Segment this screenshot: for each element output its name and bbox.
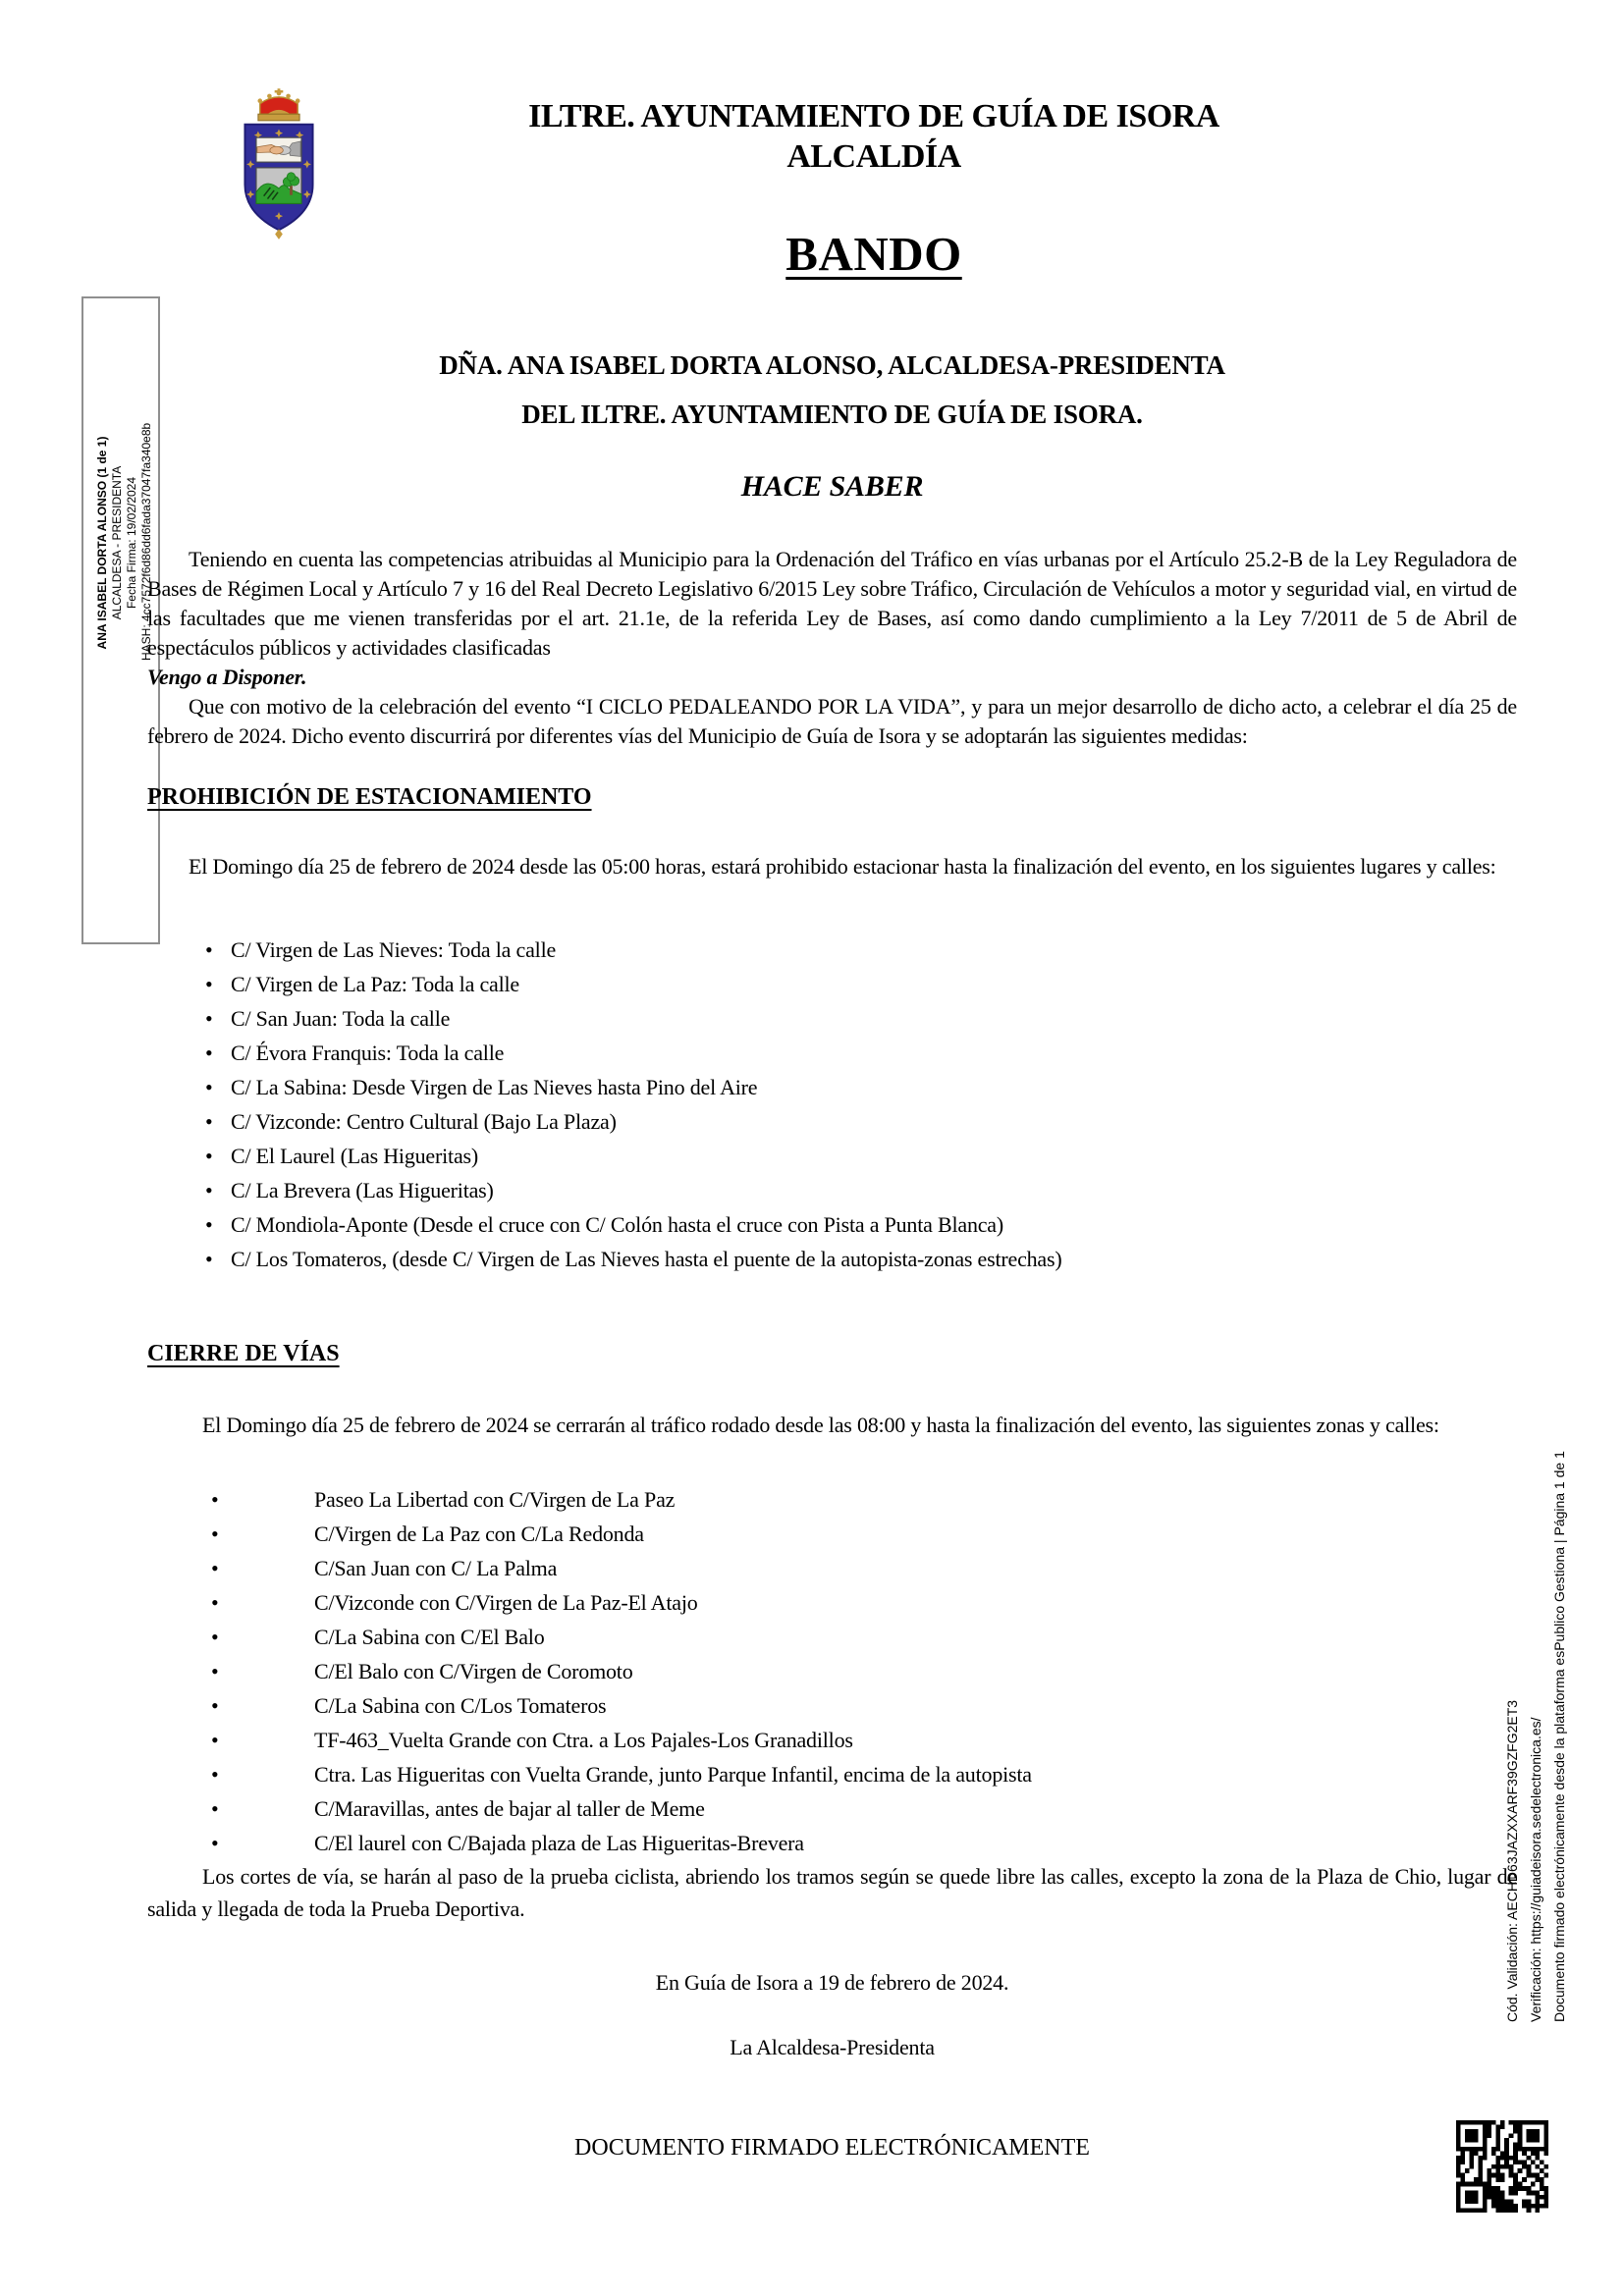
list-item: • TF-463_Vuelta Grande con Ctra. a Los Pajales-Los Granadillos xyxy=(211,1723,1517,1757)
list-item: • C/ La Brevera (Las Higueritas) xyxy=(201,1173,1517,1207)
list-item: • Ctra. Las Higueritas con Vuelta Grande, junto Parque Infantil, encima de la autopista xyxy=(211,1757,1517,1791)
stamp-role: ALCALDESA - PRESIDENTA xyxy=(110,465,124,620)
salutation-line-1: DÑA. ANA ISABEL DORTA ALONSO, ALCALDESA-PRESIDENTA xyxy=(439,350,1225,380)
road-closures-intro: El Domingo día 25 de febrero de 2024 se cerrarán al tráfico rodado desde las 08:00 y hasta la finalización del evento, las siguientes zonas y calles: xyxy=(202,1413,1439,1437)
header xyxy=(334,96,1414,282)
list-item: • C/ Virgen de Las Nieves: Toda la calle xyxy=(201,933,1517,967)
list-item: • C/ Mondiola-Aponte (Desde el cruce con C/ Colón hasta el cruce con Pista a Punta Blanca) xyxy=(201,1207,1517,1242)
list-item: • C/La Sabina con C/El Balo xyxy=(211,1620,1517,1654)
list-item: • C/San Juan con C/ La Palma xyxy=(211,1551,1517,1585)
salutation-line-2: DEL ILTRE. AYUNTAMIENTO DE GUÍA DE ISORA. xyxy=(521,400,1143,429)
decree-phrase: Vengo a Disponer. xyxy=(147,665,307,689)
coat-of-arms-icon xyxy=(232,88,326,241)
list-item: • Paseo La Libertad con C/Virgen de La Paz xyxy=(211,1482,1517,1517)
validation-code: Cód. Validación: AECHD63JAZXXARF39GZFG2ET3 xyxy=(1504,1699,1520,2022)
section-heading-no-parking: PROHIBICIÓN DE ESTACIONAMIENTO xyxy=(147,784,592,810)
announcement-heading: HACE SABER xyxy=(740,470,924,503)
list-item: • C/ San Juan: Toda la calle xyxy=(201,1001,1517,1036)
road-closures-list xyxy=(211,1482,1517,1860)
list-item: • C/La Sabina con C/Los Tomateros xyxy=(211,1688,1517,1723)
signature-title: La Alcaldesa-Presidenta xyxy=(730,2035,935,2059)
list-item: • C/ La Sabina: Desde Virgen de Las Nieves hasta Pino del Aire xyxy=(201,1070,1517,1104)
organization-name: ILTRE. AYUNTAMIENTO DE GUÍA DE ISORA xyxy=(528,98,1219,134)
list-item: • C/El Balo con C/Virgen de Coromoto xyxy=(211,1654,1517,1688)
list-item: • C/Virgen de La Paz con C/La Redonda xyxy=(211,1517,1517,1551)
department-name: ALCALDÍA xyxy=(786,138,961,175)
platform-note: Documento firmado electrónicamente desde la plataforma esPublico Gestiona | Página 1 de 1 xyxy=(1551,1451,1567,2022)
list-item: • C/ El Laurel (Las Higueritas) xyxy=(201,1139,1517,1173)
document-title: BANDO xyxy=(785,227,962,281)
stamp-signer: ANA ISABEL DORTA ALONSO (1 de 1) xyxy=(95,436,109,650)
section-heading-road-closures: CIERRE DE VÍAS xyxy=(147,1341,340,1366)
verification-url: Verificación: https://guiadeisora.sedelectronica.es/ xyxy=(1528,1717,1543,2022)
coat-of-arms xyxy=(232,88,326,241)
signature-stamp-text xyxy=(95,422,154,661)
road-closures-note: Los cortes de vía, se harán al paso de la prueba ciclista, abriendo los tramos según se quede libre las calles, excepto la zona de la Plaza de Chio, lugar de salida y llegada de toda la Prueba Deportiva. xyxy=(147,1864,1517,1921)
legal-paragraph: Teniendo en cuenta las competencias atribuidas al Municipio para la Ordenación del Tráfico en vías urbanas por el Artículo 25.2-B de la Ley Reguladora de Bases de Régimen Local y Artículo 7 y 16 del Real Decreto Legislativo 6/2015 Ley sobre Tráfico, Circulación de Vehículos a motor y seguridad vial, en virtud de las facultades que me vienen transferidas por el art. 21.1e, de la referida Ley de Bases, así como dando cumplimiento a la Ley 7/2011 de 5 de Abril de espectáculos públicos y actividades clasificadas xyxy=(147,547,1517,660)
list-item: • C/Vizconde con C/Virgen de La Paz-El Atajo xyxy=(211,1585,1517,1620)
stamp-date: Fecha Firma: 19/02/2024 xyxy=(125,476,138,610)
document-body xyxy=(147,334,1517,2163)
stamp-hash: HASH: 4cc7572f6d86dd6fada37047fa340e8b xyxy=(139,422,153,661)
list-item: • C/ Vizconde: Centro Cultural (Bajo La Plaza) xyxy=(201,1104,1517,1139)
list-item: • C/ Évora Franquis: Toda la calle xyxy=(201,1036,1517,1070)
list-item: • C/El laurel con C/Bajada plaza de Las Higueritas-Brevera xyxy=(211,1826,1517,1860)
list-item: • C/Maravillas, antes de bajar al taller de Meme xyxy=(211,1791,1517,1826)
event-paragraph: Que con motivo de la celebración del evento “I CICLO PEDALEANDO POR LA VIDA”, y para un mejor desarrollo de dicho acto, a celebrar el día 25 de febrero de 2024. Dicho evento discurrirá por diferentes vías del Municipio de Guía de Isora y se adoptarán las siguientes medidas: xyxy=(147,694,1517,748)
list-item: • C/ Los Tomateros, (desde C/ Virgen de Las Nieves hasta el puente de la autopista-zonas estrechas) xyxy=(201,1242,1517,1276)
no-parking-intro: El Domingo día 25 de febrero de 2024 desde las 05:00 horas, estará prohibido estacionar hasta la finalización del evento, en los siguientes lugares y calles: xyxy=(189,854,1496,879)
list-item: • C/ Virgen de La Paz: Toda la calle xyxy=(201,967,1517,1001)
footer-note: DOCUMENTO FIRMADO ELECTRÓNICAMENTE xyxy=(574,2135,1090,2161)
no-parking-list xyxy=(201,933,1517,1276)
place-date-line: En Guía de Isora a 19 de febrero de 2024. xyxy=(655,1970,1009,1995)
